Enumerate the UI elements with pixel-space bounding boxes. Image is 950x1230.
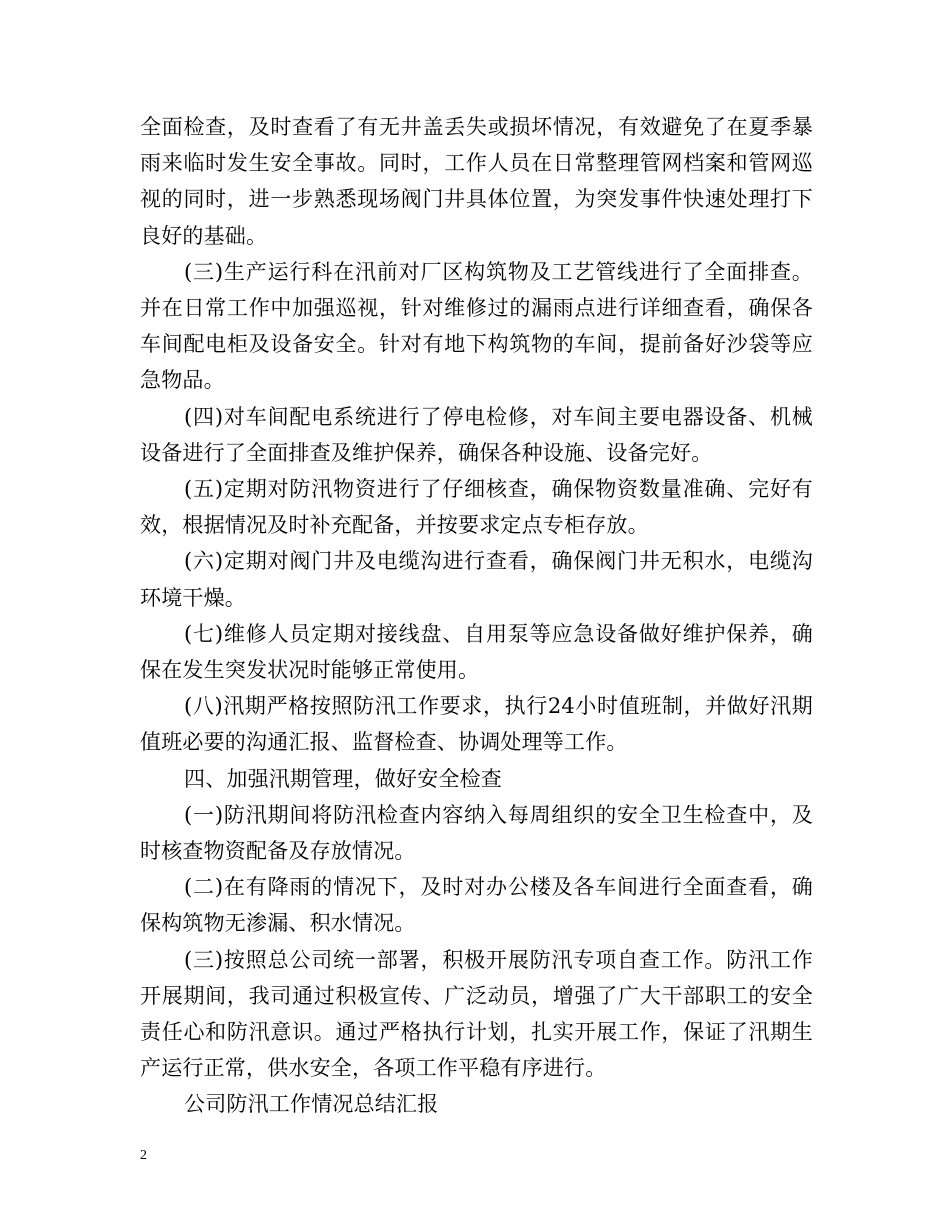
paragraph-item-4-power-maintenance: (四)对车间配电系统进行了停电检修，对车间主要电器设备、机械设备进行了全面排查及维护保养，确保各种设施、设备完好。: [140, 404, 813, 465]
paragraph-item-7-equipment: (七)维修人员定期对接线盘、自用泵等应急设备做好维护保养，确保在发生突发状况时能够正常使用。: [140, 621, 813, 683]
paragraph-item-3-production: (三)生产运行科在汛前对厂区构筑物及工艺管线进行了全面排查。并在日常工作中加强巡视，针对维修过的漏雨点进行详细查看，确保各车间配电柜及设备安全。针对有地下构筑物的车间，提前备好沙袋等应急物品。: [140, 259, 813, 393]
closing-title: 公司防汛工作情况总结汇报: [184, 1092, 439, 1117]
paragraph-item-1-inspection: (一)防汛期间将防汛检查内容纳入每周组织的安全卫生检查中，及时核查物资配备及存放情况。: [140, 802, 813, 864]
paragraph-item-8-duty: (八)汛期严格按照防汛工作要求，执行24小时值班制，并做好汛期值班必要的沟通汇报、监督检查、协调处理等工作。: [140, 694, 813, 755]
paragraph-continuation: 全面检查，及时查看了有无井盖丢失或损坏情况，有效避免了在夏季暴雨来临时发生安全事故。同时，工作人员在日常整理管网档案和管网巡视的同时，进一步熟悉现场阀门井具体位置，为突发事件快速处理打下良好的基础。: [140, 115, 813, 248]
document-body: [140, 109, 813, 1123]
page-number: 2: [140, 1148, 147, 1163]
paragraph-item-5-materials: (五)定期对防汛物资进行了仔细核查，确保物资数量准确、完好有效，根据情况及时补充配备，并按要求定点专柜存放。: [140, 477, 813, 538]
section-heading-four: 四、加强汛期管理，做好安全检查: [184, 766, 502, 791]
paragraph-item-3-self-check: (三)按照总公司统一部署，积极开展防汛专项自查工作。防汛工作开展期间，我司通过积极宣传、广泛动员，增强了广大干部职工的安全责任心和防汛意识。通过严格执行计划，扎实开展工作，保证了汛期生产运行正常，供水安全，各项工作平稳有序进行。: [140, 947, 813, 1081]
paragraph-item-2-rainfall: (二)在有降雨的情况下，及时对办公楼及各车间进行全面查看，确保构筑物无渗漏、积水情况。: [140, 875, 813, 936]
paragraph-item-6-valves: (六)定期对阀门井及电缆沟进行查看，确保阀门井无积水，电缆沟环境干燥。: [140, 549, 813, 610]
